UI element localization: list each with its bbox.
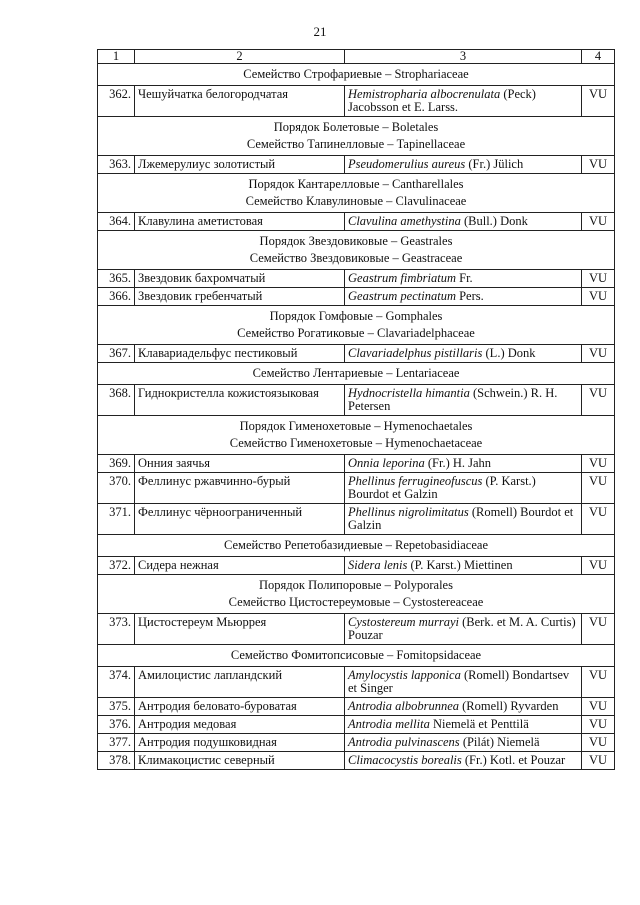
species-russian-name: Антродия беловато-буроватая (135, 698, 345, 716)
species-status: VU (582, 86, 615, 117)
species-number: 372. (98, 557, 135, 575)
species-russian-name: Клавулина аметистовая (135, 213, 345, 231)
species-number: 366. (98, 288, 135, 306)
species-status: VU (582, 455, 615, 473)
species-status: VU (582, 734, 615, 752)
species-latin-name-cell (345, 473, 582, 504)
taxon-group-line: Порядок Полипоровые – Polyporales (259, 578, 453, 592)
species-latin-name-cell (345, 504, 582, 535)
species-status: VU (582, 716, 615, 734)
taxon-group-line: Семейство Лентариевые – Lentariaceae (252, 366, 460, 380)
taxon-group-row (98, 64, 615, 86)
taxon-group-row (98, 363, 615, 385)
species-row (98, 734, 615, 752)
species-authority: (Berk. et M. A. Curtis) Pouzar (348, 615, 576, 642)
taxon-group-heading (98, 117, 615, 156)
species-status: VU (582, 213, 615, 231)
species-table (97, 49, 615, 770)
taxon-group-row (98, 174, 615, 213)
species-latin-name-cell (345, 614, 582, 645)
species-latin-name-cell (345, 716, 582, 734)
taxon-group-line: Порядок Звездовиковые – Geastrales (259, 234, 453, 248)
species-status: VU (582, 752, 615, 770)
species-russian-name: Антродия медовая (135, 716, 345, 734)
species-latin-name-cell (345, 752, 582, 770)
species-latin-name-cell (345, 698, 582, 716)
species-number: 370. (98, 473, 135, 504)
species-row (98, 698, 615, 716)
species-latin-name-cell (345, 667, 582, 698)
species-russian-name: Гиднокристелла кожистоязыковая (135, 385, 345, 416)
species-row (98, 557, 615, 575)
species-table-body (98, 50, 615, 770)
species-authority: Fr. (456, 271, 473, 285)
species-russian-name: Клавариадельфус пестиковый (135, 345, 345, 363)
species-latin-name: Amylocystis lapponica (348, 668, 461, 682)
column-header-number: 1 (98, 50, 135, 64)
taxon-group-line: Семейство Рогатиковые – Clavariadelphaceae (237, 326, 475, 340)
species-latin-name: Hydnocristella himantia (348, 386, 470, 400)
species-latin-name-cell (345, 86, 582, 117)
taxon-group-line: Порядок Кантарелловые – Cantharellales (248, 177, 464, 191)
species-latin-name: Phellinus ferrugineofuscus (348, 474, 483, 488)
species-row (98, 385, 615, 416)
taxon-group-line: Семейство Клавулиновые – Clavulinaceae (245, 194, 467, 208)
taxon-group-line: Семейство Строфариевые – Strophariaceae (243, 67, 469, 81)
species-latin-name: Geastrum pectinatum (348, 289, 456, 303)
species-status: VU (582, 156, 615, 174)
taxon-group-heading (98, 575, 615, 614)
species-latin-name-cell (345, 455, 582, 473)
species-authority: (Romell) Ryvarden (459, 699, 559, 713)
species-number: 365. (98, 270, 135, 288)
species-row (98, 455, 615, 473)
species-russian-name: Феллинус ржавчинно-бурый (135, 473, 345, 504)
column-header-latin-name: 3 (345, 50, 582, 64)
species-authority: (Fr.) Kotl. et Pouzar (461, 753, 566, 767)
species-latin-name-cell (345, 345, 582, 363)
page-number: 21 (313, 24, 327, 39)
species-latin-name-cell (345, 385, 582, 416)
species-authority: (Pilát) Niemelä (459, 735, 540, 749)
species-authority: Pers. (455, 289, 484, 303)
species-number: 367. (98, 345, 135, 363)
species-authority: (Peck) Jacobsson et E. Larss. (348, 87, 536, 114)
taxon-group-row (98, 535, 615, 557)
species-latin-name-cell (345, 213, 582, 231)
species-latin-name: Sidera lenis (348, 558, 408, 572)
species-latin-name: Cystostereum murrayi (348, 615, 459, 629)
species-status: VU (582, 270, 615, 288)
species-authority: (Fr.) H. Jahn (424, 456, 492, 470)
species-latin-name: Pseudomerulius aureus (348, 157, 466, 171)
species-latin-name-cell (345, 288, 582, 306)
taxon-group-line: Семейство Гименохетовые – Hymenochaetaceae (229, 436, 483, 450)
species-row (98, 345, 615, 363)
species-row (98, 752, 615, 770)
species-latin-name: Clavulina amethystina (348, 214, 461, 228)
species-russian-name: Звездовик гребенчатый (135, 288, 345, 306)
taxon-group-line: Семейство Цистостереумовые – Cystostereaceae (228, 595, 484, 609)
species-authority: Niemelä et Penttilä (429, 717, 529, 731)
taxon-group-row (98, 416, 615, 455)
species-status: VU (582, 698, 615, 716)
species-row (98, 504, 615, 535)
species-status: VU (582, 557, 615, 575)
taxon-group-heading (98, 231, 615, 270)
species-authority: (Fr.) Jülich (465, 157, 524, 171)
species-number: 369. (98, 455, 135, 473)
species-number: 378. (98, 752, 135, 770)
species-row (98, 614, 615, 645)
species-russian-name: Сидера нежная (135, 557, 345, 575)
species-russian-name: Амилоцистис лапландский (135, 667, 345, 698)
species-status: VU (582, 385, 615, 416)
taxon-group-heading (98, 535, 615, 557)
species-status: VU (582, 667, 615, 698)
species-latin-name-cell (345, 270, 582, 288)
column-header-russian-name: 2 (135, 50, 345, 64)
species-number: 363. (98, 156, 135, 174)
species-number: 364. (98, 213, 135, 231)
taxon-group-heading (98, 416, 615, 455)
species-row (98, 213, 615, 231)
taxon-group-line: Семейство Репетобазидиевые – Repetobasidiaceae (224, 538, 488, 552)
taxon-group-row (98, 306, 615, 345)
species-row (98, 473, 615, 504)
species-number: 371. (98, 504, 135, 535)
species-status: VU (582, 504, 615, 535)
species-russian-name: Лжемерулиус золотистый (135, 156, 345, 174)
species-authority: (Romell) Bourdot et Galzin (348, 505, 574, 532)
species-latin-name: Antrodia pulvinascens (348, 735, 460, 749)
species-row (98, 156, 615, 174)
taxon-group-heading (98, 645, 615, 667)
species-latin-name: Phellinus nigrolimitatus (348, 505, 469, 519)
species-russian-name: Звездовик бахромчатый (135, 270, 345, 288)
species-latin-name: Antrodia mellita (348, 717, 430, 731)
species-latin-name-cell (345, 557, 582, 575)
taxon-group-row (98, 231, 615, 270)
species-number: 377. (98, 734, 135, 752)
species-authority: (P. Karst.) Miettinen (407, 558, 513, 572)
species-number: 362. (98, 86, 135, 117)
species-row (98, 270, 615, 288)
species-status: VU (582, 345, 615, 363)
species-latin-name: Geastrum fimbriatum (348, 271, 456, 285)
taxon-group-line: Семейство Фомитопсисовые – Fomitopsidaceae (230, 648, 482, 662)
species-russian-name: Климакоцистис северный (135, 752, 345, 770)
taxon-group-heading (98, 64, 615, 86)
species-authority: (Bull.) Donk (460, 214, 528, 228)
species-latin-name: Climacocystis borealis (348, 753, 462, 767)
species-row (98, 716, 615, 734)
species-russian-name: Чешуйчатка белогородчатая (135, 86, 345, 117)
species-number: 376. (98, 716, 135, 734)
taxon-group-line: Семейство Тапинелловые – Tapinellaceae (246, 137, 466, 151)
species-authority: (P. Karst.) Bourdot et Galzin (348, 474, 536, 501)
species-number: 375. (98, 698, 135, 716)
species-latin-name: Clavariadelphus pistillaris (348, 346, 483, 360)
taxon-group-heading (98, 363, 615, 385)
species-authority: (Romell) Bondartsev et Singer (348, 668, 570, 695)
species-latin-name-cell (345, 156, 582, 174)
taxon-group-heading (98, 306, 615, 345)
species-latin-name: Antrodia albobrunnea (348, 699, 459, 713)
column-header-status: 4 (582, 50, 615, 64)
species-latin-name: Onnia leporina (348, 456, 425, 470)
taxon-group-row (98, 117, 615, 156)
species-russian-name: Онния заячья (135, 455, 345, 473)
species-latin-name-cell (345, 734, 582, 752)
taxon-group-row (98, 575, 615, 614)
species-number: 368. (98, 385, 135, 416)
taxon-group-line: Порядок Гомфовые – Gomphales (269, 309, 443, 323)
species-row (98, 667, 615, 698)
species-russian-name: Феллинус чёрноограниченный (135, 504, 345, 535)
species-russian-name: Цистостереум Мьюррея (135, 614, 345, 645)
species-status: VU (582, 473, 615, 504)
taxon-group-line: Семейство Звездовиковые – Geastraceae (249, 251, 463, 265)
species-status: VU (582, 288, 615, 306)
species-number: 373. (98, 614, 135, 645)
species-number: 374. (98, 667, 135, 698)
taxon-group-line: Порядок Болетовые – Boletales (273, 120, 439, 134)
species-authority: (Schwein.) R. H. Petersen (348, 386, 558, 413)
species-row (98, 288, 615, 306)
taxon-group-heading (98, 174, 615, 213)
species-russian-name: Антродия подушковидная (135, 734, 345, 752)
taxon-group-line: Порядок Гименохетовые – Hymenochaetales (239, 419, 473, 433)
species-authority: (L.) Donk (482, 346, 536, 360)
species-latin-name: Hemistropharia albocrenulata (348, 87, 501, 101)
species-status: VU (582, 614, 615, 645)
column-header-row (98, 50, 615, 64)
taxon-group-row (98, 645, 615, 667)
species-row (98, 86, 615, 117)
